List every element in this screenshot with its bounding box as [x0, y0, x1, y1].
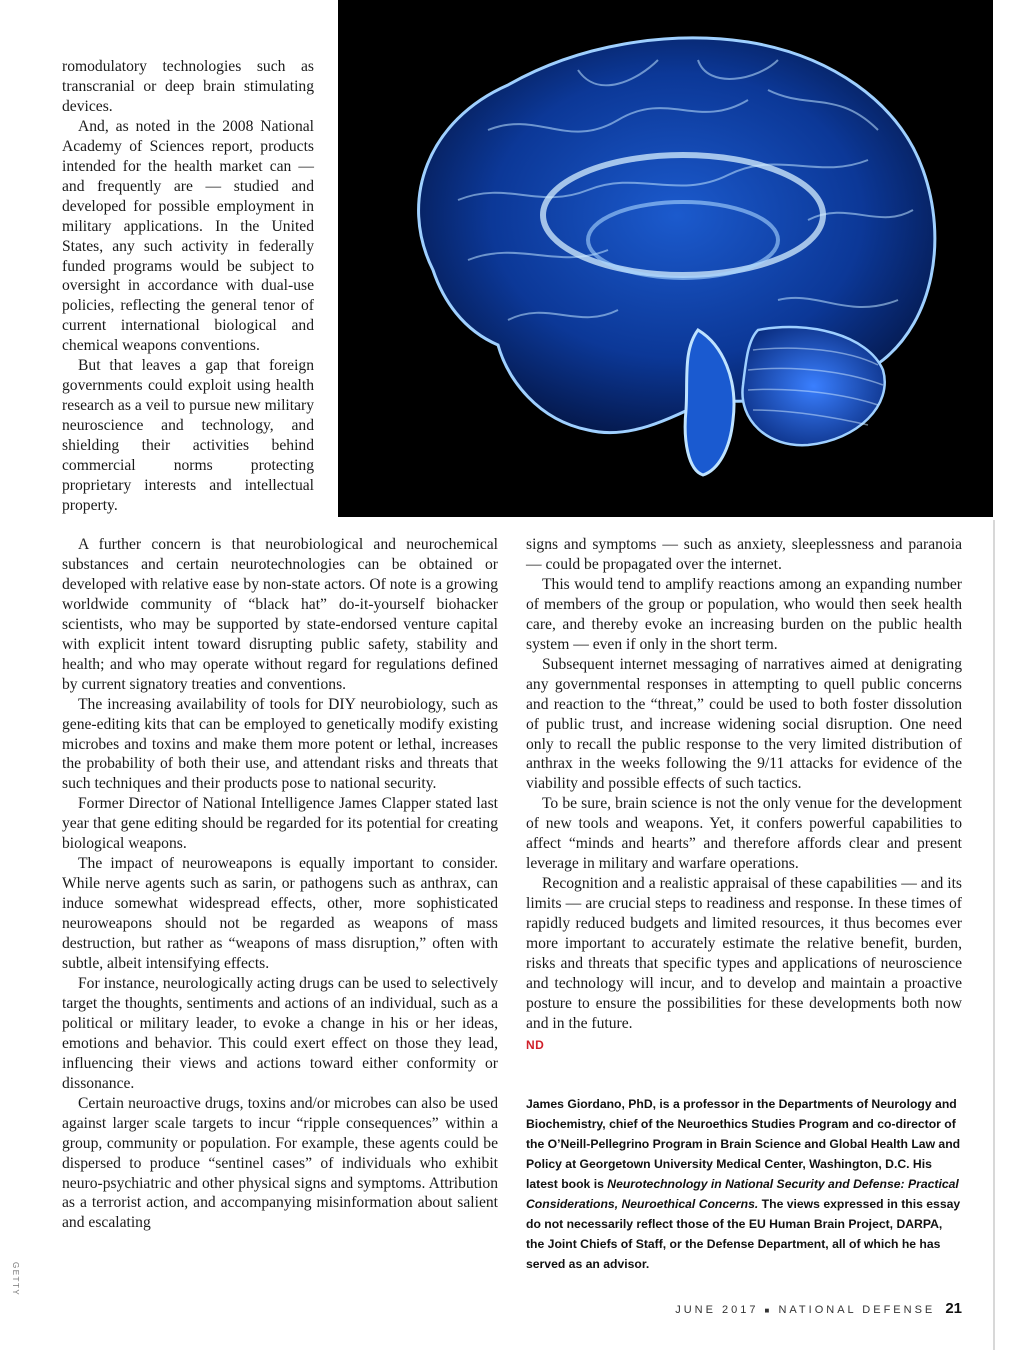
page-number: 21	[945, 1300, 962, 1317]
article-column-right	[526, 535, 962, 1056]
photo-credit: GETTY	[11, 1262, 20, 1297]
paragraph: The increasing availability of tools for DIY neurobiology, such as gene-editing kits that can be employed to genetically modify existing microbes and toxins and make them more potent or lethal, increases the probability of both their use, and attendant risks and threats that such techniques and their products pose to national security.	[62, 695, 498, 793]
book-title: Neurotechnology in National Security and Defense: Practical Considerations, Neuroethical Concerns.	[526, 1177, 959, 1211]
paragraph: The impact of neuroweapons is equally important to consider. While nerve agents such as sarin, or pathogens such as anthrax, can induce somewhat widespread effects, other, more sophisticated neuroweapons should not be regarded as weapons of mass destruction, but rather as “weapons of mass disruption,” often with subtle, albeit intensifying effects.	[62, 855, 498, 973]
paragraph: A further concern is that neurobiological and neurochemical substances and certain neurotechnologies can be obtained or developed with relative ease by non-state actors. Of note is a growing worldwide community of “black hat” do-it-yourself biohacker scientists, who may be supported by state-endorsed venture capital with explicit intent toward disrupting public safety, stability and health; and who may operate without regard for regulations defined by current signatory treaties and conventions.	[62, 536, 498, 693]
paragraph: But that leaves a gap that foreign governments could exploit using health research as a veil to pursue new military neuroscience and technology, and shielding their activities behind commercial norms protecting proprietary interests and intellectual property.	[62, 357, 314, 514]
paragraph: Certain neuroactive drugs, toxins and/or microbes can also be used against larger scale targets to incur “ripple consequences” within a group, community or population. For example, these agents could be dispersed to produce “sentinel cases” of individuals who exhibit neuro-psychiatric and other physical signs and symptoms. Attribution as a terrorist action, and accompanying misinformation about salient and escalating	[62, 1094, 498, 1232]
article-column-top	[62, 57, 314, 516]
brain-illustration	[338, 0, 993, 517]
author-bio	[526, 1094, 962, 1274]
paragraph: Recognition and a realistic appraisal of these capabilities — and its limits — are crucial steps to readiness and response. In these times of rapidly reduced budgets and limited resources, it thus becomes ever more important to accurately estimate the relative benefit, burden, risks and threats that specific types and applications of neuroscience and technology will incur, and to develop and maintain a proactive posture to ensure the possibilities for these developments both now and in the future.	[526, 875, 962, 1032]
paragraph: To be sure, brain science is not the only venue for the development of new tools and weapons. Yet, it confers powerful capabilities to affect “minds and hearts” and therefore affords clear and present leverage in military and warfare operations.	[526, 795, 962, 873]
separator: ■	[764, 1306, 773, 1315]
article-column-left	[62, 535, 498, 1233]
paragraph: Subsequent internet messaging of narratives aimed at denigrating any governmental responses in attempting to quell public concerns and reaction to the “threat,” could be used to both foster dissolution of public trust, and increase widening social disruption. One need only to recall the public response to the very limited distribution of anthrax in the weeks following the 9/11 attacks for evidence of the viability and possible effects of such tactics.	[526, 655, 962, 793]
publication-name: NATIONAL DEFENSE	[778, 1304, 936, 1316]
paragraph: Former Director of National Intelligence James Clapper stated last year that gene editing should be regarded for its potential for creating biological weapons.	[62, 795, 498, 853]
bio-text: James Giordano, PhD, is a professor in the Departments of Neurology and Biochemistry, chief of the Neuroethics Studies Program and co-director of the O’Neill-Pellegrino Program in Brain Science and Global Health Law and Policy at Georgetown University Medical Center, Washington, D.C. His latest book is	[526, 1097, 961, 1191]
page-edge	[993, 520, 995, 1350]
bio-text: The views expressed in this essay do not necessarily reflect those of the EU Human Brain Project, DARPA, the Joint Chiefs of Staff, or the Defense Department, all of which he has served as an advisor.	[526, 1197, 961, 1271]
paragraph: This would tend to amplify reactions among an expanding number of members of the group or population, who would then seek health care, and thereby evoke an increasing burden on the public health system — even if only in the short term.	[526, 575, 962, 653]
paragraph: For instance, neurologically acting drugs can be used to selectively target the thoughts, sentiments and actions of an individual, such as a political or military leader, to evoke a change in his or her ideas, emotions and behavior. This could exert effect on those they lead, influencing their views and actions toward either conformity or dissonance.	[62, 974, 498, 1092]
paragraph: signs and symptoms — such as anxiety, sleeplessness and paranoia — could be propagated over the internet.	[526, 536, 962, 573]
issue-date: JUNE 2017	[675, 1304, 759, 1316]
end-mark: ND	[526, 1037, 545, 1052]
paragraph: romodulatory technologies such as transcranial or deep brain stimulating devices.	[62, 58, 314, 115]
page-footer	[675, 1300, 962, 1317]
brain-photo	[338, 0, 993, 517]
paragraph: And, as noted in the 2008 National Academy of Sciences report, products intended for the health market can — and frequently are — studied and developed for possible employment in military applications. In the United States, any such activity in federally funded programs would be subject to oversight in accordance with dual-use policies, reflecting the general tenor of current international biological and chemical weapons conventions.	[62, 117, 314, 355]
